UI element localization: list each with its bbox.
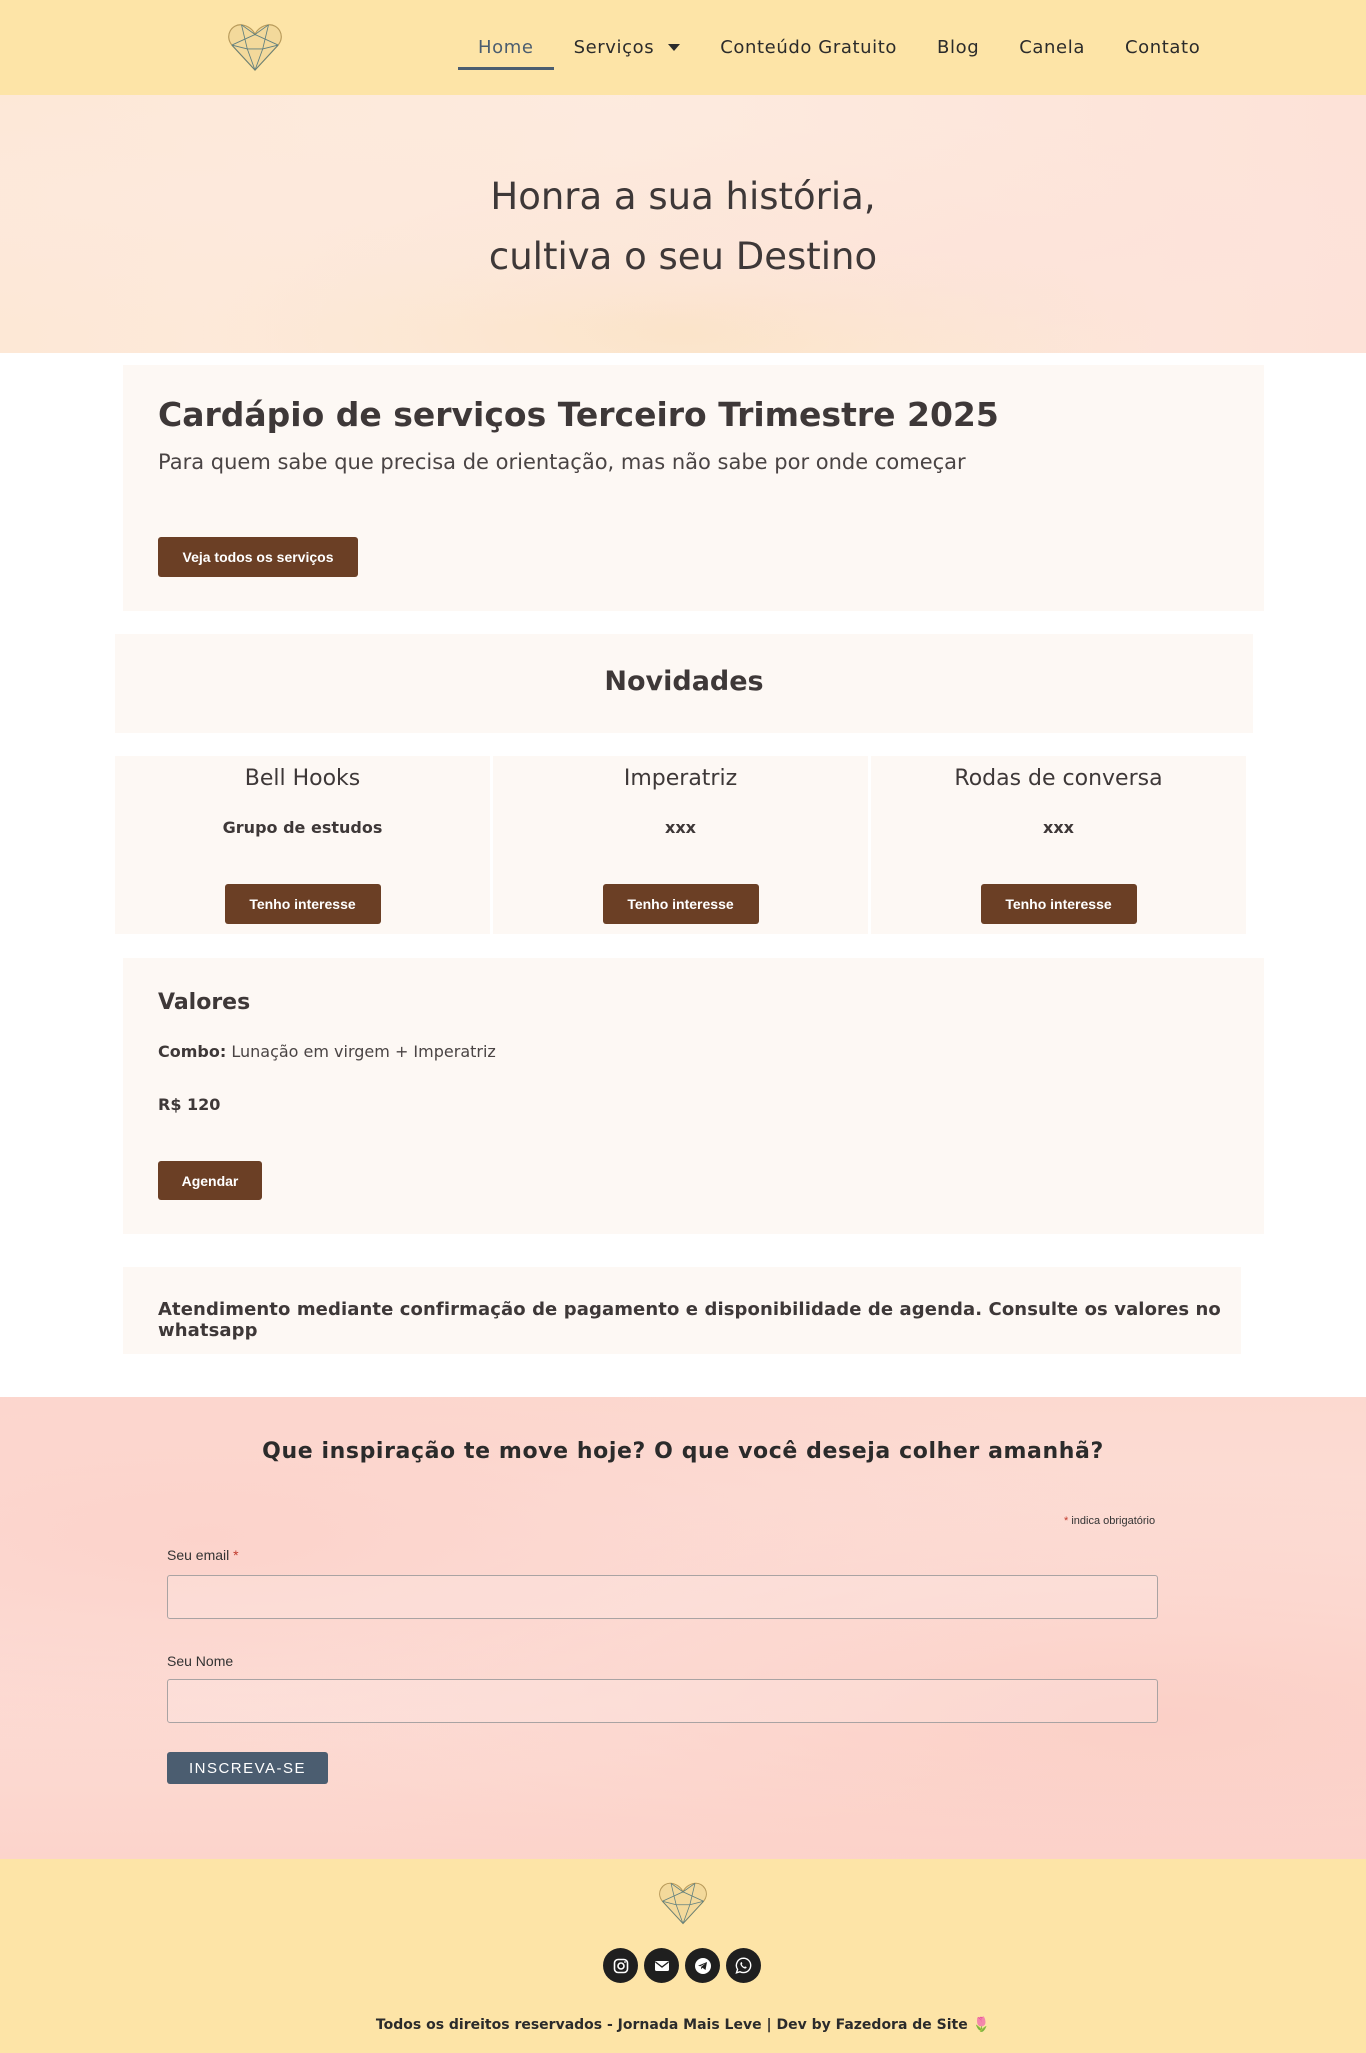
novidade-subtitle: xxx (665, 818, 696, 837)
nav-canela[interactable] (999, 22, 1105, 72)
nav-contato-label: Contato (1124, 36, 1201, 58)
cardapio-subtitle: Para quem sabe que precisa de orientação, mas não sabe por onde começar (158, 450, 966, 474)
site-header (0, 0, 1366, 95)
novidade-card-rodas (871, 756, 1246, 934)
price: R$ 120 (158, 1095, 221, 1114)
interest-button-bell-hooks[interactable]: Tenho interesse (225, 884, 381, 924)
nav-home[interactable] (458, 22, 554, 72)
novidade-card-bell-hooks (115, 756, 490, 934)
nav-home-label: Home (478, 36, 534, 58)
combo-label: Combo: (158, 1042, 227, 1061)
hero-banner (0, 95, 1366, 353)
main-nav (458, 22, 1220, 72)
see-all-services-button[interactable]: Veja todos os serviços (158, 537, 358, 577)
hero-line-1: Honra a sua história, (490, 175, 876, 218)
novidade-title: Imperatriz (623, 766, 738, 791)
email-required-star: * (233, 1547, 239, 1563)
nav-conteudo-gratuito[interactable] (700, 22, 917, 72)
newsletter-section (0, 1397, 1366, 1859)
telegram-icon[interactable] (685, 1948, 720, 1983)
email-label-text: Seu email (167, 1547, 230, 1563)
nav-blog-label: Blog (937, 36, 980, 58)
name-field[interactable] (167, 1679, 1158, 1723)
schedule-button[interactable]: Agendar (158, 1161, 262, 1200)
nav-servicos-label: Serviços (573, 36, 655, 58)
cardapio-section (123, 365, 1264, 611)
interest-button-imperatriz[interactable]: Tenho interesse (603, 884, 759, 924)
novidades-title: Novidades (604, 666, 764, 697)
required-note (1064, 1515, 1155, 1527)
novidades-header (115, 634, 1253, 733)
novidade-subtitle: Grupo de estudos (222, 818, 383, 837)
social-links (603, 1948, 761, 1983)
hero-line-2: cultiva o seu Destino (488, 235, 878, 278)
required-note-text: indica obrigatório (1071, 1515, 1156, 1527)
nav-blog[interactable] (917, 22, 999, 72)
nav-canela-label: Canela (1019, 36, 1085, 58)
subscribe-button[interactable]: INSCREVA-SE (167, 1752, 328, 1784)
email-icon[interactable] (644, 1948, 679, 1983)
valores-title: Valores (158, 990, 251, 1015)
valores-section (123, 958, 1264, 1234)
name-label: Seu Nome (167, 1653, 234, 1669)
nav-servicos[interactable] (554, 22, 701, 72)
site-footer (0, 1859, 1366, 2053)
required-star: * (1064, 1515, 1069, 1527)
cardapio-title: Cardápio de serviços Terceiro Trimestre 2025 (158, 395, 999, 434)
novidade-title: Bell Hooks (244, 766, 361, 791)
copyright-text: Todos os direitos reservados - Jornada Mais Leve | Dev by Fazedora de Site 🌷 (375, 2017, 991, 2033)
instagram-icon[interactable] (603, 1948, 638, 1983)
nav-contato[interactable] (1105, 22, 1220, 72)
nav-conteudo-label: Conteúdo Gratuito (720, 36, 898, 58)
email-label (167, 1547, 239, 1563)
whatsapp-icon[interactable] (726, 1948, 761, 1983)
combo-text: Lunação em virgem + Imperatriz (231, 1042, 496, 1061)
newsletter-title: Que inspiração te move hoje? O que você deseja colher amanhã? (262, 1439, 1104, 1464)
hero-title (0, 167, 1366, 287)
atendimento-notice (123, 1267, 1241, 1354)
heart-logo-icon[interactable] (226, 20, 284, 74)
atendimento-text: Atendimento mediante confirmação de pagamento e disponibilidade de agenda. Consulte os valores no whatsapp (158, 1299, 1221, 1341)
combo-line (158, 1042, 496, 1061)
interest-button-rodas[interactable]: Tenho interesse (981, 884, 1137, 924)
novidade-subtitle: xxx (1043, 818, 1074, 837)
novidade-card-imperatriz (493, 756, 868, 934)
heart-logo-icon (656, 1879, 710, 1927)
email-field[interactable] (167, 1575, 1158, 1619)
caret-down-icon (668, 44, 680, 51)
novidade-title: Rodas de conversa (954, 766, 1163, 791)
